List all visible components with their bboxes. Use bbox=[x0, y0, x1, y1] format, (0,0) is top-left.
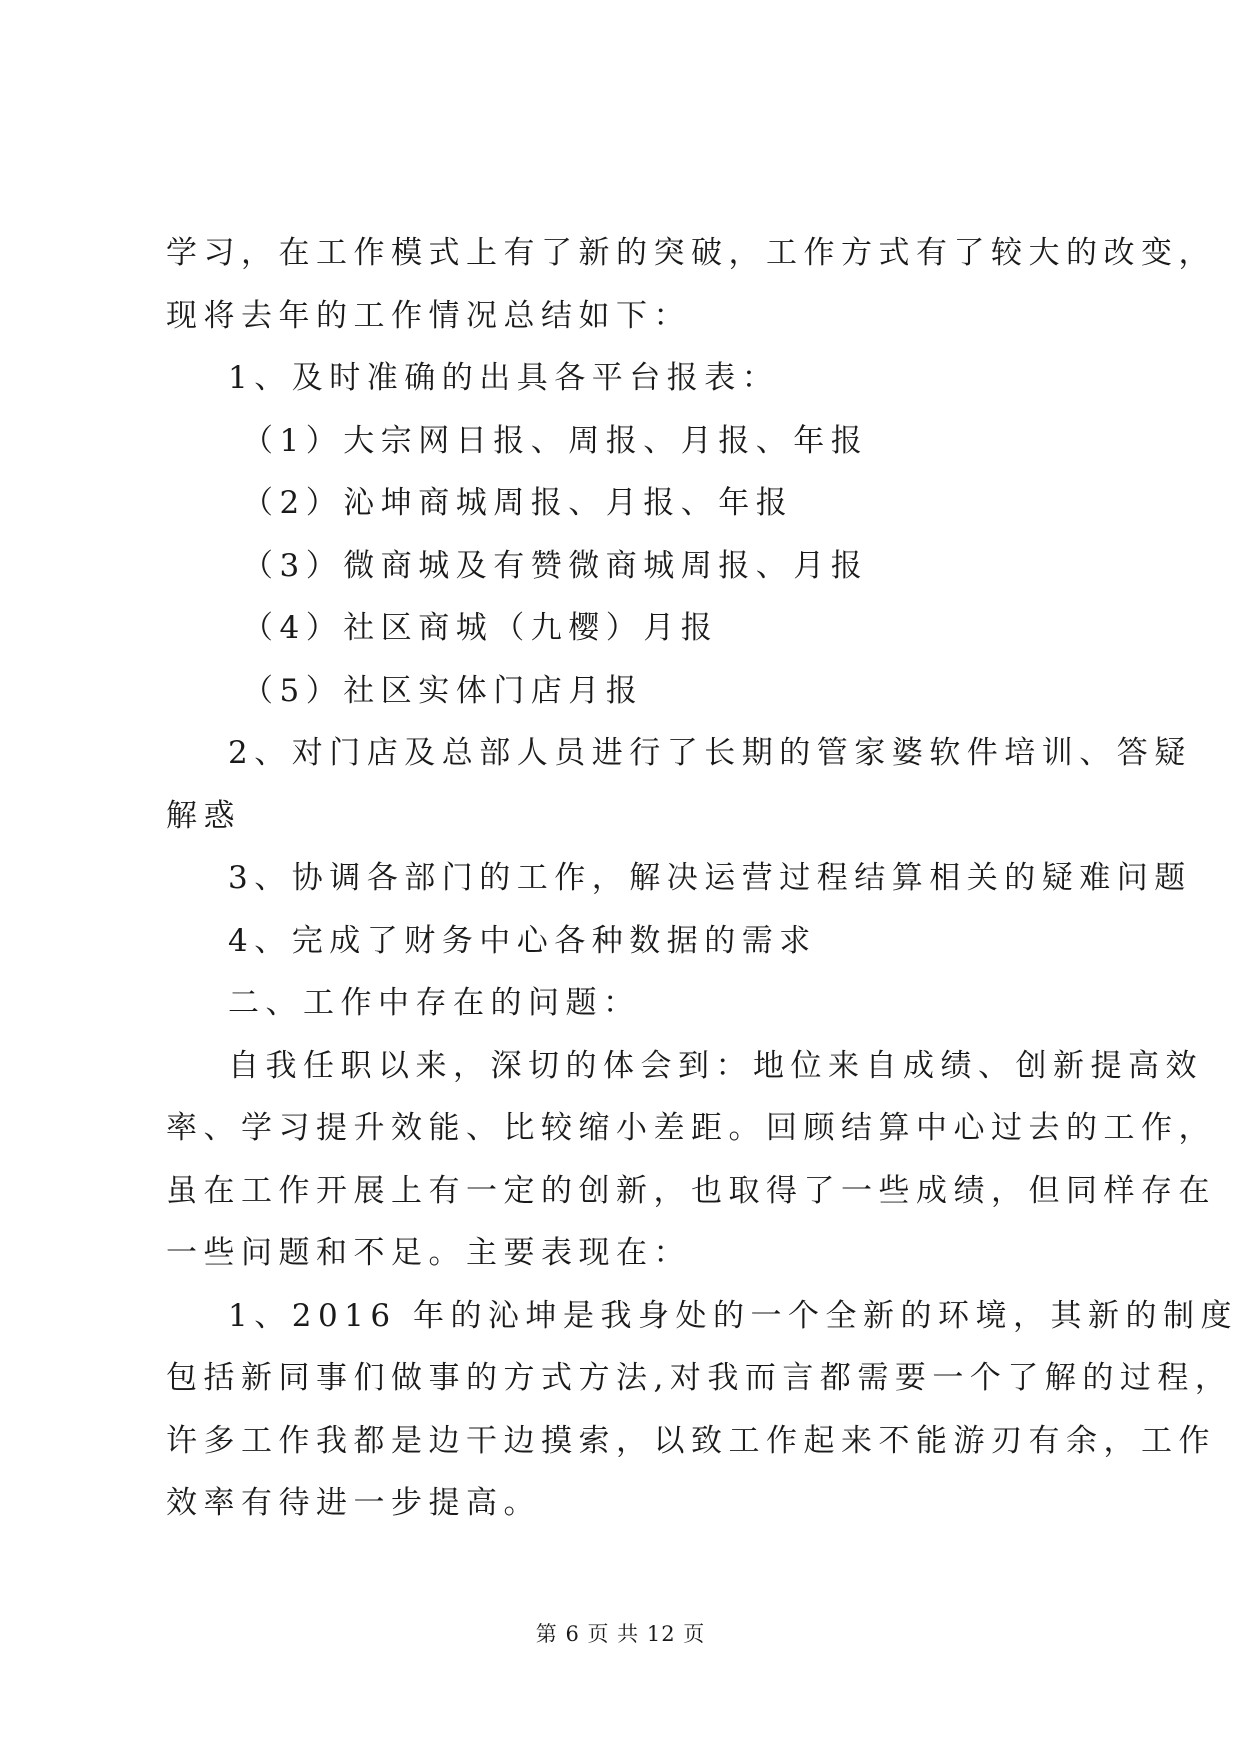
text-line-12: 4、完成了财务中心各种数据的需求 bbox=[228, 922, 817, 959]
text-line-21: 效率有待进一步提高。 bbox=[166, 1485, 541, 1521]
section-heading: 二、工作中存在的问题： bbox=[228, 985, 641, 1021]
text-line-9: 2、对门店及总部人员进行了长期的管家婆软件培训、答疑 bbox=[228, 735, 1192, 771]
text-line-17: 一些问题和不足。主要表现在： bbox=[166, 1235, 691, 1271]
text-line-15: 率、学习提升效能、比较缩小差距。回顾结算中心过去的工作， bbox=[166, 1110, 1216, 1146]
text-line-3: 1、及时准确的出具各平台报表： bbox=[228, 360, 780, 396]
text-line-14: 自我任职以来，深切的体会到：地位来自成绩、创新提高效 bbox=[228, 1047, 1203, 1084]
text-line-2: 现将去年的工作情况总结如下： bbox=[166, 297, 691, 334]
text-line-5: （2）沁坤商城周报、月报、年报 bbox=[242, 485, 794, 521]
text-line-8: （5）社区实体门店月报 bbox=[242, 672, 644, 709]
text-line-18: 1、2016 年的沁坤是我身处的一个全新的环境，其新的制度 bbox=[228, 1297, 1238, 1334]
body-text bbox=[166, 222, 1238, 1535]
text-line-4: （1）大宗网日报、周报、月报、年报 bbox=[242, 422, 869, 459]
text-line-1: 学习，在工作模式上有了新的突破，工作方式有了较大的改变， bbox=[166, 235, 1216, 271]
text-line-19: 包括新同事们做事的方式方法,对我而言都需要一个了解的过程， bbox=[166, 1360, 1233, 1396]
text-line-10: 解惑 bbox=[166, 797, 241, 834]
page-number-footer: 第 6 页 共 12 页 bbox=[535, 1622, 706, 1646]
text-line-16: 虽在工作开展上有一定的创新，也取得了一些成绩，但同样存在 bbox=[166, 1172, 1216, 1209]
text-line-11: 3、协调各部门的工作，解决运营过程结算相关的疑难问题 bbox=[228, 860, 1192, 896]
text-line-20: 许多工作我都是边干边摸索，以致工作起来不能游刃有余，工作 bbox=[166, 1422, 1216, 1459]
text-line-6: （3）微商城及有赞微商城周报、月报 bbox=[242, 547, 869, 584]
text-line-7: （4）社区商城（九樱）月报 bbox=[242, 610, 719, 646]
